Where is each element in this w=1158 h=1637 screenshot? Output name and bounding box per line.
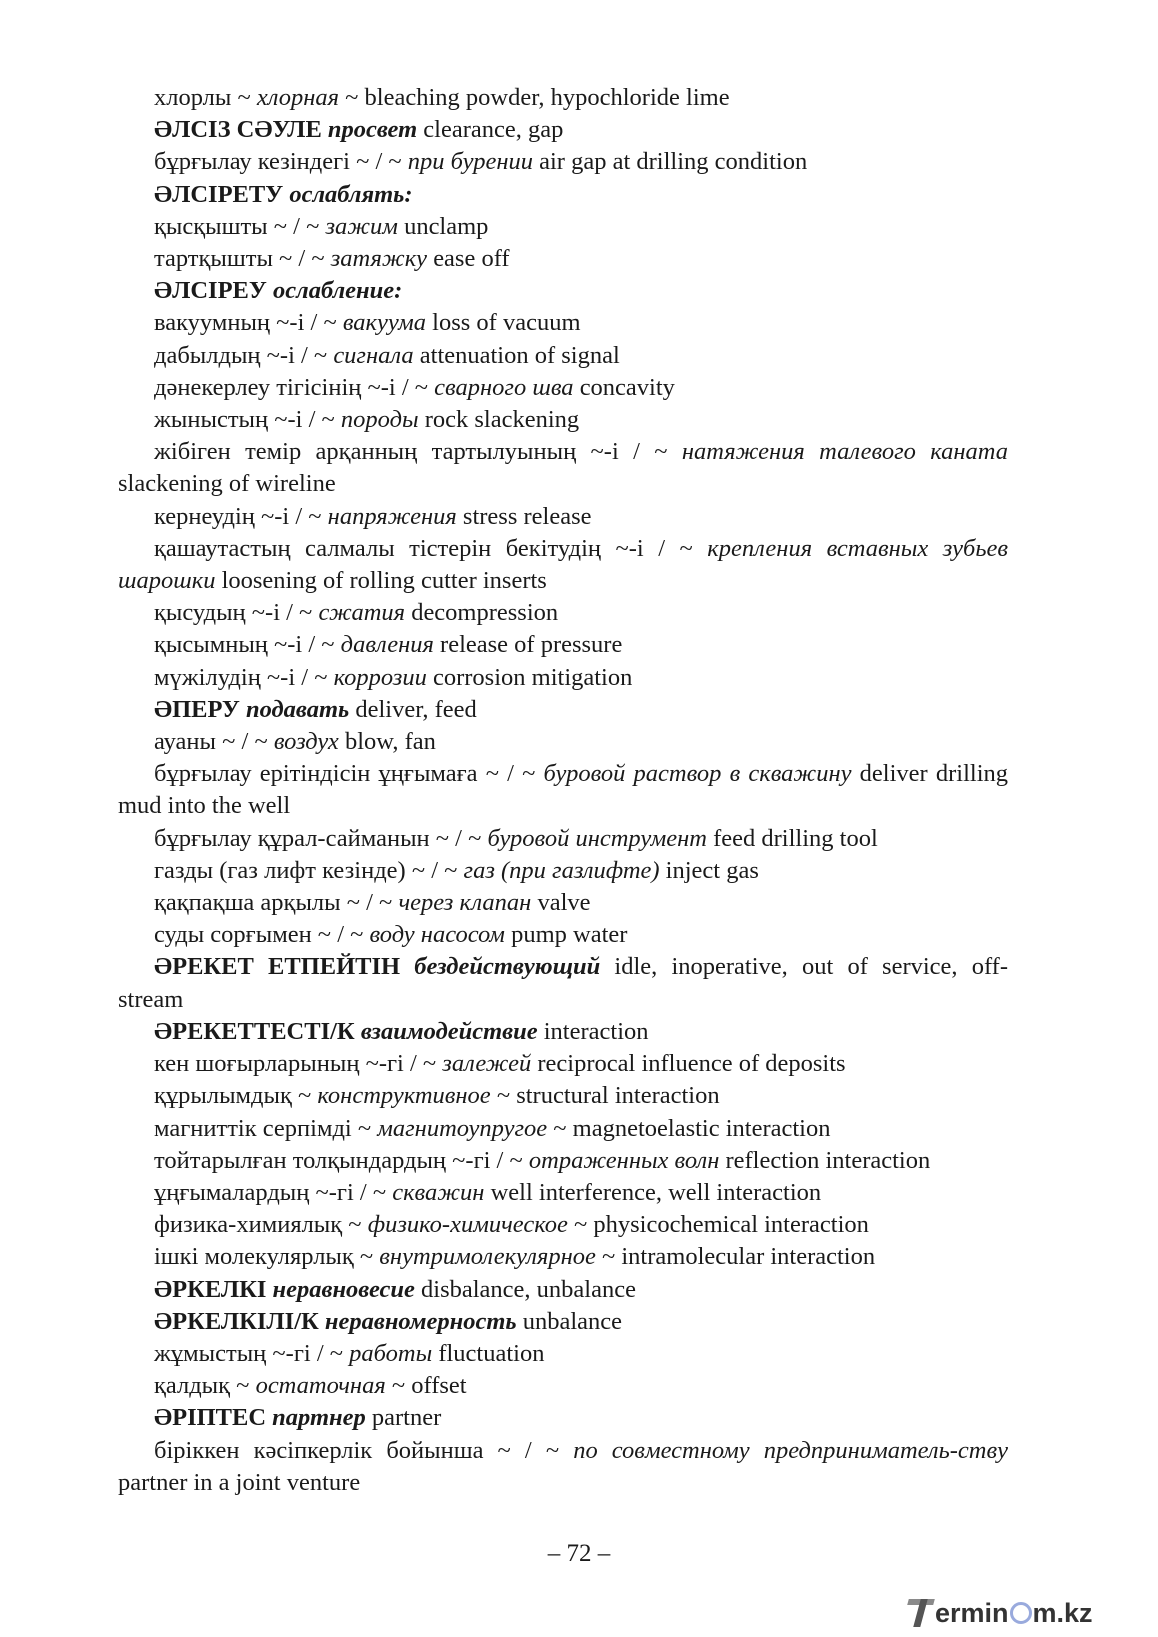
headword-russian: неравновесие <box>272 1275 415 1303</box>
term-text: loss of vacuum <box>426 309 581 337</box>
dictionary-entry <box>118 726 1008 758</box>
russian-term: крепления вставных зубьев шарошки <box>118 534 1009 595</box>
term-text: хлорлы ~ <box>154 84 257 111</box>
dictionary-entry <box>118 82 1008 114</box>
term-text: қалдық ~ <box>154 1372 256 1400</box>
term-text: deliver drilling mud into the well <box>118 760 1008 820</box>
term-text: decompression <box>405 599 559 627</box>
dictionary-entry <box>118 146 1008 178</box>
dictionary-entry <box>118 1306 1008 1338</box>
term-text: суды сорғымен ~ / ~ <box>154 921 370 949</box>
term-text: дәнекерлеу тігісінің ~-і / ~ <box>154 373 435 401</box>
russian-term: через клапан <box>398 889 532 917</box>
dictionary-entry <box>118 855 1008 887</box>
term-text: қысқышты ~ / ~ <box>154 212 326 240</box>
term-text: ~ intramolecular interaction <box>595 1243 876 1271</box>
headword: ӘРКЕЛКІ <box>154 1275 273 1303</box>
russian-term: породы <box>340 406 419 434</box>
dictionary-entry <box>118 179 1008 211</box>
russian-term: магнитоупругое <box>377 1114 548 1142</box>
headword-russian: взаимодействие <box>360 1017 538 1045</box>
russian-term: скважин <box>392 1178 485 1206</box>
russian-term: отраженных волн <box>528 1146 720 1174</box>
headword: ӘРЕКЕТ ЕТПЕЙТІН <box>154 953 415 981</box>
russian-term: зажим <box>325 212 398 240</box>
term-text: partner <box>365 1404 442 1432</box>
dictionary-entry <box>118 533 1008 597</box>
term-text: ~ structural interaction <box>490 1082 720 1110</box>
russian-term: по совместному предприниматель-ству <box>573 1436 1008 1464</box>
logo-o-mark <box>1010 1602 1032 1624</box>
dictionary-entry <box>118 243 1008 275</box>
term-text: тартқышты ~ / ~ <box>154 245 331 273</box>
dictionary-entry <box>118 436 1008 500</box>
dictionary-entry <box>118 275 1008 307</box>
term-text: slackening of wireline <box>118 470 336 498</box>
term-text: қақпақша арқылы ~ / ~ <box>154 889 399 917</box>
term-text: ~ offset <box>385 1372 467 1400</box>
term-text: attenuation of signal <box>413 341 620 369</box>
headword: ӘРІПТЕС <box>154 1404 273 1432</box>
dictionary-entry <box>118 629 1008 661</box>
headword-russian: просвет <box>327 116 418 144</box>
term-text: corrosion mitigation <box>426 663 633 691</box>
term-text: concavity <box>573 373 675 401</box>
headword-russian: неравномерность <box>324 1307 517 1335</box>
russian-term: внутримолекулярное <box>379 1243 596 1271</box>
term-text: valve <box>531 889 591 917</box>
term-text: reciprocal influence of deposits <box>531 1050 846 1078</box>
term-text: air gap at drilling condition <box>533 148 808 176</box>
russian-term: сварного шва <box>434 373 574 401</box>
term-text: газды (газ лифт кезінде) ~ / ~ <box>154 856 464 884</box>
term-text: ұңғымалардың ~-гі / ~ <box>154 1178 393 1206</box>
headword-russian: ослаблять: <box>289 180 413 208</box>
russian-term: вакуума <box>342 309 427 337</box>
russian-term: коррозии <box>333 663 427 691</box>
russian-term: буровой раствор в скважину <box>543 760 852 788</box>
term-text: бұрғылау ерітіндісін ұңғымаға ~ / ~ <box>154 760 544 788</box>
dictionary-entry <box>118 823 1008 855</box>
term-text: deliver, feed <box>349 695 477 723</box>
term-text: loosening of rolling cutter inserts <box>215 567 547 595</box>
term-text: rock slackening <box>418 406 580 434</box>
russian-term: воду насосом <box>369 921 505 949</box>
term-text: pump water <box>504 921 628 949</box>
term-text: inject gas <box>659 856 759 884</box>
term-text: ауаны ~ / ~ <box>154 728 274 756</box>
term-text: blow, fan <box>338 728 436 756</box>
term-text: ~ physicochemical interaction <box>567 1211 869 1239</box>
dictionary-entry <box>118 951 1008 1015</box>
headword-russian: бездействующий <box>414 953 601 981</box>
term-text: құрылымдық ~ <box>154 1082 318 1110</box>
term-text: disbalance, unbalance <box>414 1275 636 1303</box>
russian-term: давления <box>340 631 434 659</box>
logo-text-suffix: m.kz <box>1032 1597 1093 1628</box>
dictionary-entry <box>118 211 1008 243</box>
dictionary-entry <box>118 340 1008 372</box>
term-text: partner in a joint venture <box>118 1468 361 1496</box>
term-text: бұрғылау құрал-сайманын ~ / ~ <box>154 824 488 852</box>
term-text: idle, inoperative, out of service, off-stream <box>118 953 1008 1013</box>
russian-term: буровой инструмент <box>487 824 707 852</box>
dictionary-entry <box>118 758 1008 822</box>
dictionary-page <box>118 82 1008 1499</box>
russian-term: натяжения талевого каната <box>681 438 1008 466</box>
term-text: кен шоғырларының ~-гі / ~ <box>154 1050 443 1078</box>
headword: ӘЛСІРЕТУ <box>154 180 290 208</box>
logo-text-prefix: ermin <box>935 1597 1009 1628</box>
russian-term: залежей <box>442 1050 532 1078</box>
headword-russian: партнер <box>272 1404 366 1432</box>
dictionary-entry <box>118 1370 1008 1402</box>
term-text: ease off <box>427 245 510 273</box>
term-text: қашаутастың салмалы тістерін бекітудің ~-і / ~ <box>154 534 708 562</box>
term-text: release of pressure <box>433 631 623 659</box>
russian-term: конструктивное <box>317 1082 491 1110</box>
russian-term: напряжения <box>327 502 457 530</box>
russian-term: газ (при газлифте) <box>463 856 660 884</box>
term-text: қысымның ~-і / ~ <box>154 631 341 659</box>
term-text: тойтарылған толқындардың ~-гі / ~ <box>154 1146 529 1174</box>
dictionary-entry <box>118 307 1008 339</box>
dictionary-entry <box>118 1435 1008 1499</box>
page-number: – 72 – <box>547 1540 611 1567</box>
term-text: дабылдың ~-і / ~ <box>154 341 334 369</box>
dictionary-entry <box>118 1113 1008 1145</box>
russian-term: физико-химическое <box>367 1211 568 1239</box>
term-text: магниттік серпімді ~ <box>154 1114 378 1142</box>
headword-russian: ослабление: <box>273 277 403 305</box>
term-text: біріккен кәсіпкерлік бойынша ~ / ~ <box>154 1436 574 1464</box>
headword: ӘЛСІРЕУ <box>154 277 273 305</box>
logo-t-mark <box>908 1599 934 1627</box>
dictionary-entry <box>118 1338 1008 1370</box>
dictionary-entry <box>118 372 1008 404</box>
dictionary-entry <box>118 1016 1008 1048</box>
term-text: clearance, gap <box>417 116 564 144</box>
dictionary-entry <box>118 919 1008 951</box>
term-text: ішкі молекулярлық ~ <box>154 1243 380 1271</box>
term-text: stress release <box>456 502 592 530</box>
term-text: жыныстың ~-і / ~ <box>154 406 341 434</box>
term-text: ~ magnetoelastic interaction <box>547 1114 831 1142</box>
term-text: жібіген темір арқанның тартылуының ~-і / ~ <box>154 438 682 466</box>
headword: ӘРЕКЕТТЕСТІ/К <box>154 1017 361 1045</box>
term-text: unclamp <box>397 212 489 240</box>
term-text: reflection interaction <box>719 1146 931 1174</box>
dictionary-entry <box>118 1241 1008 1273</box>
dictionary-entry <box>118 1080 1008 1112</box>
term-text: fluctuation <box>432 1339 545 1367</box>
russian-term: при бурении <box>407 148 533 176</box>
dictionary-entry <box>118 114 1008 146</box>
headword-russian: подавать <box>245 695 350 723</box>
term-text: well interference, well interaction <box>484 1178 822 1206</box>
russian-term: остаточная <box>255 1372 386 1400</box>
headword: ӘЛСІЗ СӘУЛЕ <box>154 116 328 144</box>
dictionary-entry <box>118 597 1008 629</box>
russian-term: работы <box>349 1339 433 1367</box>
term-text: interaction <box>537 1017 649 1045</box>
dictionary-entry <box>118 1048 1008 1080</box>
term-text: кернеудің ~-і / ~ <box>154 502 328 530</box>
russian-term: сигнала <box>333 341 414 369</box>
term-text: физика-химиялық ~ <box>154 1211 368 1239</box>
headword: ӘРКЕЛКІЛІ/К <box>154 1307 325 1335</box>
term-text: бұрғылау кезіндегі ~ / ~ <box>154 148 408 176</box>
dictionary-entry <box>118 1145 1008 1177</box>
headword: ӘПЕРУ <box>154 695 246 723</box>
dictionary-entry <box>118 1209 1008 1241</box>
dictionary-entry <box>118 887 1008 919</box>
dictionary-entry <box>118 662 1008 694</box>
site-watermark-logo <box>908 1596 1128 1630</box>
russian-term: сжатия <box>318 599 406 627</box>
term-text: ~ bleaching powder, hypochloride lime <box>339 84 730 111</box>
dictionary-entry <box>118 501 1008 533</box>
term-text: жұмыстың ~-гі / ~ <box>154 1339 350 1367</box>
term-text: вакуумның ~-і / ~ <box>154 309 343 337</box>
dictionary-entry <box>118 404 1008 436</box>
term-text: unbalance <box>516 1307 623 1335</box>
russian-term: хлорная <box>256 84 340 111</box>
term-text: қысудың ~-і / ~ <box>154 599 319 627</box>
dictionary-entry <box>118 1274 1008 1306</box>
dictionary-entry <box>118 1177 1008 1209</box>
term-text: мүжілудің ~-і / ~ <box>154 663 334 691</box>
russian-term: воздух <box>273 728 339 756</box>
term-text: feed drilling tool <box>706 824 878 852</box>
dictionary-entry <box>118 694 1008 726</box>
dictionary-entry <box>118 1402 1008 1434</box>
russian-term: затяжку <box>330 245 428 273</box>
